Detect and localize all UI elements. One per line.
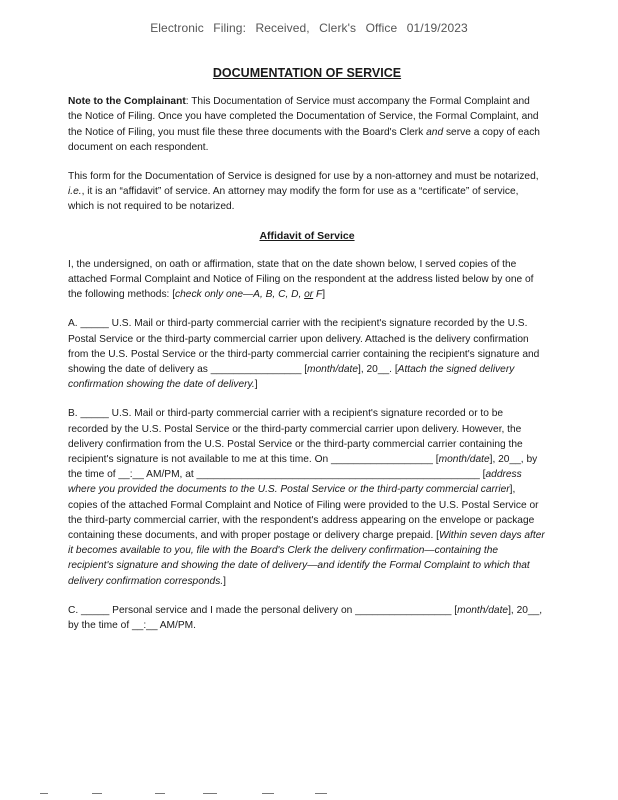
affidavit-heading: Affidavit of Service [259, 229, 355, 242]
option-a-attach-note: Attach the signed delivery confirmation showing the date of delivery. [68, 364, 515, 391]
affirmation-check-only: check only one—A, B, C, D, [175, 289, 305, 301]
scan-mark [40, 793, 48, 794]
footer-scan-marks [40, 793, 340, 797]
scan-mark [315, 793, 327, 794]
note-text-2: serve a copy of each document on each respondent. [68, 126, 540, 153]
option-b-instruction: Within seven days after it becomes available to you, file with the Board's Clerk the delivery confirmation—containing the recipient's signature and showing the date of delivery—and identify the Formal Complaint to which that delivery confirmation corresponds. [68, 530, 545, 587]
intro-ie: i.e. [68, 186, 82, 198]
note-label: Note to the Complainant [68, 96, 186, 108]
document-body [68, 66, 546, 647]
affirmation-f: F [313, 289, 323, 301]
note-and: and [426, 126, 444, 138]
option-c-tail: ], 20__, by the time of __:__ AM/PM. [68, 604, 543, 632]
option-a-mid: ], 20__. [ [358, 364, 398, 376]
filing-stamp: Electronic Filing: Received, Clerk's Office 01/19/2023 [150, 21, 468, 35]
intro-paragraph [68, 169, 546, 215]
option-a-lead: A. _____ U.S. Mail or third-party commercial carrier with the recipient's signature recorded by the U.S. Postal Service or the third-party commercial carrier upon delivery. Attached is the delivery confirmation from the U.S. Postal Service or the third-party commercial carrier containing the recipient's signature and showing the date of delivery as ________________ [ [68, 318, 540, 376]
document-title: DOCUMENTATION OF SERVICE [212, 66, 402, 80]
intro-text-1: This form for the Documentation of Service is designed for use by a non-attorney and must be notarized, [68, 171, 539, 183]
option-b-lead: B. _____ U.S. Mail or third-party commercial carrier with a recipient's signature recorded or to be recorded by the U.S. Postal Service or the third-party commercial carrier upon delivery. However, the delivery confirmation from the U.S. Postal Service or the third-party commercial carrier containing the recipient's signature is not available to me at this time. On __________________ [ [68, 408, 523, 466]
affirmation-paragraph [68, 257, 546, 303]
option-c-lead: C. _____ Personal service and I made the personal delivery on _________________ [ [68, 604, 458, 616]
note-paragraph [68, 94, 546, 155]
option-c [68, 603, 546, 633]
affirmation-or: or [304, 289, 314, 301]
option-a [68, 316, 546, 392]
option-b-close: ] [223, 575, 226, 587]
scan-mark [203, 793, 217, 794]
note-text-1: : This Documentation of Service must accompany the Formal Complaint and the Notice of Filing. Once you have completed the Documentation of Service, the Formal Complaint, and the Notice of Filing, you must file these three documents with the Board's Clerk [68, 96, 539, 138]
option-b [68, 406, 546, 588]
scan-mark [262, 793, 274, 794]
scan-mark [92, 793, 102, 794]
affirmation-close: ] [322, 289, 326, 301]
option-c-date-hint: month/date [457, 604, 509, 616]
affirmation-text: I, the undersigned, on oath or affirmation, state that on the date shown below, I served copies of the attached Formal Complaint and Notice of Filing on the respondent at the address listed below by one of the following methods: [ [68, 258, 534, 301]
intro-text-2: , it is an “affidavit” of service. An attorney may modify the form for use as a “certificate” of service, which is not required to be notarized. [68, 186, 519, 213]
option-b-body: ], copies of the attached Formal Complaint and Notice of Filing were provided to the U.S. Postal Service or the third-party commercial carrier, with the respondent's address appearing on the envelope or package containing these documents, and with proper postage or delivery charge prepaid. [ [68, 484, 539, 542]
option-a-date-hint: month/date [307, 364, 359, 376]
option-b-date-hint: month/date [438, 454, 490, 466]
option-b-time-text: ], 20__, by the time of __:__ AM/PM, at __________________________________________________ [ [68, 454, 538, 481]
option-a-close: ] [254, 379, 258, 391]
option-b-address-hint: address where you provided the documents to the U.S. Postal Service or the third-party commercial carrier [68, 469, 522, 496]
scan-mark [155, 793, 165, 794]
